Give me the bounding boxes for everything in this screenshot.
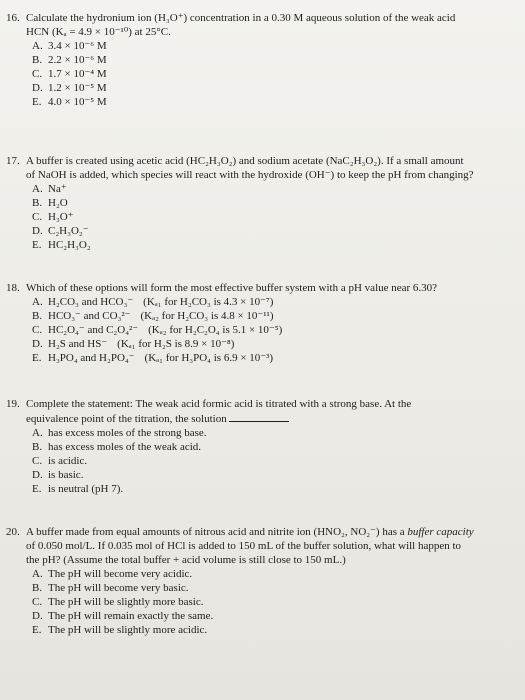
question-text-part: A buffer made from equal amounts of nitrous acid and nitrite ion (HNO₂, NO₂⁻) has a xyxy=(26,526,408,538)
question-text: A buffer is created using acetic acid (HC₂H₃O₂) and sodium acetate (NaC₂H₃O₂). If a small amount xyxy=(26,155,464,167)
answer-choice[interactable] xyxy=(32,468,517,482)
choice-text: is acidic. xyxy=(48,455,88,467)
choice-text: The pH will be slightly more basic. xyxy=(48,596,204,608)
choice-letter: E. xyxy=(32,239,42,251)
choice-letter: B. xyxy=(32,582,43,594)
choice-text: 2.2 × 10⁻⁶ M xyxy=(48,54,107,66)
answer-choice[interactable] xyxy=(32,482,517,496)
question-text-continued: of 0.050 mol/L. If 0.035 mol of HCl is added to 150 mL of the buffer solution, what will happen to xyxy=(26,540,462,552)
answer-choice[interactable] xyxy=(32,182,517,196)
ka-note: (Kₐ₁ for H₂S is 8.9 × 10⁻⁸) xyxy=(117,338,235,350)
question-text: Complete the statement: The weak acid formic acid is titrated with a strong base. At the xyxy=(26,398,412,410)
ka-note: (Kₐ₁ for H₃PO₄ is 6.9 × 10⁻³) xyxy=(144,352,274,364)
answer-choice[interactable] xyxy=(32,39,517,53)
choice-letter: C. xyxy=(32,324,43,336)
answer-choice[interactable] xyxy=(32,323,517,337)
choice-letter: D. xyxy=(32,469,43,481)
choice-text: 4.0 × 10⁻⁵ M xyxy=(48,96,107,108)
question-number: 17. xyxy=(6,155,20,167)
choice-text: 1.7 × 10⁻⁴ M xyxy=(48,68,107,80)
choice-letter: B. xyxy=(32,54,43,66)
choice-text: H₂S and HS⁻ xyxy=(48,338,108,350)
choice-text: The pH will remain exactly the same. xyxy=(48,610,214,622)
question-number: 20. xyxy=(6,526,20,538)
choice-letter: E. xyxy=(32,96,42,108)
choice-letter: B. xyxy=(32,197,43,209)
choice-letter: C. xyxy=(32,68,43,80)
question-20 xyxy=(6,525,517,637)
choice-letter: D. xyxy=(32,225,43,237)
choice-letter: C. xyxy=(32,596,43,608)
choice-letter: D. xyxy=(32,82,43,94)
answer-blank xyxy=(229,411,289,422)
choice-letter: B. xyxy=(32,441,43,453)
answer-choice[interactable] xyxy=(32,238,517,252)
choice-text: HCO₃⁻ and CO₃²⁻ xyxy=(48,310,131,322)
choice-text: HC₂O₄⁻ and C₂O₄²⁻ xyxy=(48,324,139,336)
choice-text: 3.4 × 10⁻⁶ M xyxy=(48,40,107,52)
choice-letter: A. xyxy=(32,296,43,308)
choice-letter: A. xyxy=(32,427,43,439)
question-number: 18. xyxy=(6,282,20,294)
question-number: 16. xyxy=(6,12,20,24)
answer-choices xyxy=(6,39,517,109)
answer-choice[interactable] xyxy=(32,440,517,454)
answer-choice[interactable] xyxy=(32,309,517,323)
choice-letter: E. xyxy=(32,624,42,636)
choice-letter: C. xyxy=(32,211,43,223)
answer-choice[interactable] xyxy=(32,81,517,95)
answer-choice[interactable] xyxy=(32,426,517,440)
choice-text: is neutral (pH 7). xyxy=(48,483,124,495)
ka-note: (Kₐ₁ for H₂CO₃ is 4.3 × 10⁻⁷) xyxy=(143,296,274,308)
choice-letter: C. xyxy=(32,455,43,467)
choice-text: has excess moles of the strong base. xyxy=(48,427,207,439)
answer-choice[interactable] xyxy=(32,210,517,224)
choice-text: H₃O⁺ xyxy=(48,211,74,223)
question-text-part: equivalence point of the titration, the solution xyxy=(26,413,227,425)
question-text-continued xyxy=(6,411,517,426)
question-text-continued: of NaOH is added, which species will react with the hydroxide (OH⁻) to keep the pH from changing? xyxy=(26,169,474,181)
ka-note: (Kₐ₂ for H₂C₂O₄ is 5.1 × 10⁻⁵) xyxy=(148,324,283,336)
question-text-continued: the pH? (Assume the total buffer + acid volume is still close to 150 mL.) xyxy=(26,554,346,566)
question-text-continued: HCN (Kₐ = 4.9 × 10⁻¹⁰) at 25°C. xyxy=(26,26,171,38)
choice-letter: E. xyxy=(32,483,42,495)
choice-text: Na⁺ xyxy=(48,183,67,195)
question-18 xyxy=(6,281,517,365)
choice-letter: E. xyxy=(32,352,42,364)
answer-choice[interactable] xyxy=(32,623,517,637)
answer-choice[interactable] xyxy=(32,454,517,468)
choice-letter: B. xyxy=(32,310,43,322)
answer-choice[interactable] xyxy=(32,337,517,351)
choice-text: The pH will be slightly more acidic. xyxy=(48,624,208,636)
answer-choice[interactable] xyxy=(32,53,517,67)
answer-choice[interactable] xyxy=(32,581,517,595)
choice-text: H₂O xyxy=(48,197,68,209)
choice-letter: A. xyxy=(32,40,43,52)
answer-choice[interactable] xyxy=(32,196,517,210)
choice-text: has excess moles of the weak acid. xyxy=(48,441,202,453)
question-text: Calculate the hydronium ion (H₃O⁺) concentration in a 0.30 M aqueous solution of the weak acid xyxy=(26,12,456,24)
question-16 xyxy=(6,11,517,109)
answer-choice[interactable] xyxy=(32,595,517,609)
choice-text: The pH will become very acidic. xyxy=(48,568,193,580)
question-17 xyxy=(6,154,517,252)
choice-text: The pH will become very basic. xyxy=(48,582,189,594)
answer-choice[interactable] xyxy=(32,295,517,309)
answer-choice[interactable] xyxy=(32,95,517,109)
answer-choice[interactable] xyxy=(32,67,517,81)
answer-choice[interactable] xyxy=(32,351,517,365)
ka-note: (Kₐ₂ for H₂CO₃ is 4.8 × 10⁻¹¹) xyxy=(140,310,274,322)
choice-text: C₂H₃O₂⁻ xyxy=(48,225,89,237)
choice-letter: D. xyxy=(32,338,43,350)
question-text: Which of these options will form the most effective buffer system with a pH value near 6.30? xyxy=(26,282,438,294)
answer-choices xyxy=(6,182,517,252)
choice-text: is basic. xyxy=(48,469,84,481)
question-number: 19. xyxy=(6,398,20,410)
question-text xyxy=(26,525,517,539)
choice-letter: A. xyxy=(32,183,43,195)
answer-choices xyxy=(6,567,517,637)
answer-choices xyxy=(6,295,517,365)
choice-letter: A. xyxy=(32,568,43,580)
choice-letter: D. xyxy=(32,610,43,622)
answer-choice[interactable] xyxy=(32,224,517,238)
choice-text: HC₂H₃O₂ xyxy=(48,239,91,251)
choice-text: H₂CO₃ and HCO₃⁻ xyxy=(48,296,134,308)
answer-choice[interactable] xyxy=(32,609,517,623)
answer-choices xyxy=(6,426,517,496)
choice-text: H₃PO₄ and H₂PO₄⁻ xyxy=(48,352,135,364)
buffer-capacity-term: buffer capacity xyxy=(407,526,474,538)
choice-text: 1.2 × 10⁻⁵ M xyxy=(48,82,107,94)
answer-choice[interactable] xyxy=(32,567,517,581)
question-19 xyxy=(6,397,517,496)
